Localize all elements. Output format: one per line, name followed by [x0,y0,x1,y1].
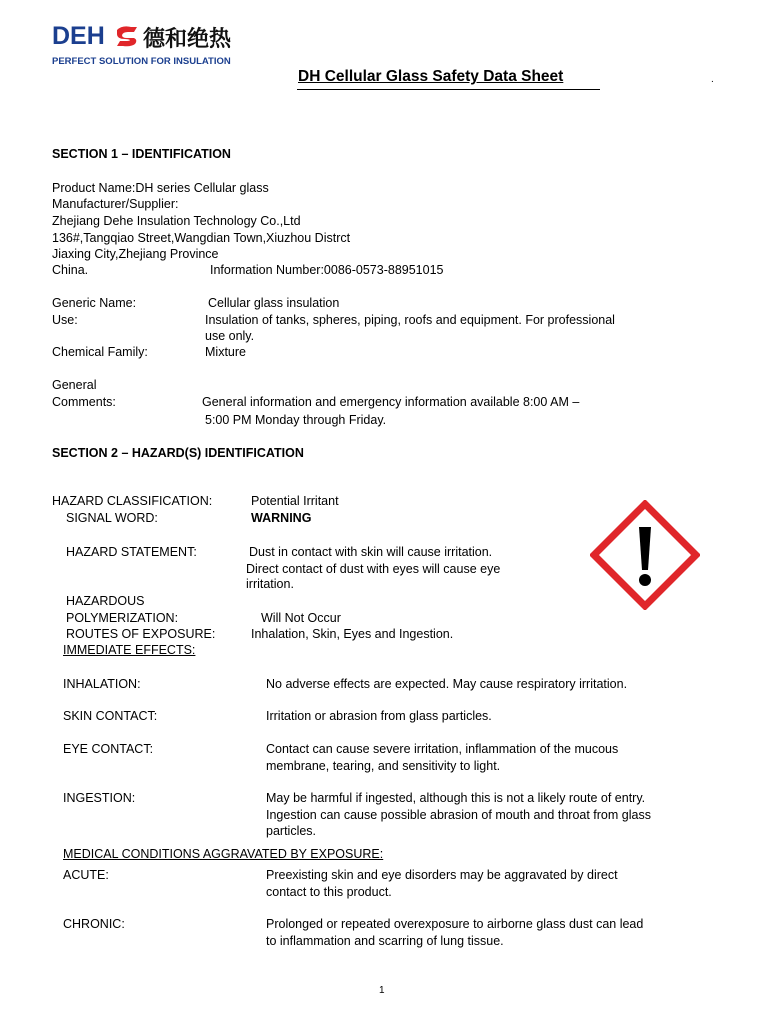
corner-mark: . [711,74,714,85]
chronic-label: CHRONIC: [63,917,125,931]
section2-heading: SECTION 2 – HAZARD(S) IDENTIFICATION [52,446,304,460]
comments-value-line-2: 5:00 PM Monday through Friday. [205,413,387,427]
hazard-classification-value: Potential Irritant [251,494,339,508]
acute-value-line-1: Preexisting skin and eye disorders may be aggravated by direct [266,868,618,882]
logo-chinese: 德和绝热 [143,27,232,52]
eye-contact-label: EYE CONTACT: [63,742,154,756]
polymerization-label: POLYMERIZATION: [66,611,179,625]
signal-word-value: WARNING [251,511,312,525]
ingestion-value-line-3: particles. [266,824,317,838]
hazard-statement-line-1: Dust in contact with skin will cause irritation. [249,545,493,559]
comments-label: Comments: [52,395,116,409]
company-name: Zhejiang Dehe Insulation Technology Co.,Ltd [52,214,301,228]
acute-label: ACUTE: [63,868,109,882]
use-label: Use: [52,313,78,327]
document-title: DH Cellular Glass Safety Data Sheet [298,68,564,85]
chemical-family-label: Chemical Family: [52,345,148,359]
product-name: Product Name:DH series Cellular glass [52,181,269,195]
acute-value-line-2: contact to this product. [266,885,392,899]
inhalation-label: INHALATION: [63,677,141,691]
chemical-family-value: Mixture [205,345,246,359]
polymerization-value: Will Not Occur [261,611,341,625]
eye-contact-value-line-1: Contact can cause severe irritation, inflammation of the mucous [266,742,619,756]
hazardous-label: HAZARDOUS [66,594,145,608]
general-label: General [52,378,97,392]
logo-latin: DEH [52,22,105,50]
manufacturer-label: Manufacturer/Supplier: [52,197,179,211]
hazard-statement-label: HAZARD STATEMENT: [66,545,197,559]
section1-heading: SECTION 1 – IDENTIFICATION [52,147,231,161]
generic-name-value: Cellular glass insulation [208,296,340,310]
routes-of-exposure-value: Inhalation, Skin, Eyes and Ingestion. [251,627,454,641]
logo-mark-icon [114,25,140,47]
address-line-1: 136#,Tangqiao Street,Wangdian Town,Xiuzhou Distrct [52,231,351,245]
skin-contact-value: Irritation or abrasion from glass particles. [266,709,492,723]
comments-value-line-1: General information and emergency information available 8:00 AM – [202,395,580,409]
ingestion-value-line-2: Ingestion can cause possible abrasion of mouth and throat from glass [266,808,651,822]
use-value-line-2: use only. [205,329,255,343]
generic-name-label: Generic Name: [52,296,137,310]
medical-conditions-heading: MEDICAL CONDITIONS AGGRAVATED BY EXPOSURE: [63,847,384,861]
ingestion-label: INGESTION: [63,791,136,805]
country: China. [52,263,89,277]
eye-contact-value-line-2: membrane, tearing, and sensitivity to light. [266,759,501,773]
skin-contact-label: SKIN CONTACT: [63,709,158,723]
inhalation-value: No adverse effects are expected. May cause respiratory irritation. [266,677,628,691]
immediate-effects-heading: IMMEDIATE EFFECTS: [63,643,196,657]
signal-word-label: SIGNAL WORD: [66,511,158,525]
info-number: Information Number:0086-0573-88951015 [210,263,444,277]
ghs-exclamation-pictogram-icon [590,500,700,610]
use-value-line-1: Insulation of tanks, spheres, piping, roofs and equipment. For professional [205,313,615,327]
routes-of-exposure-label: ROUTES OF EXPOSURE: [66,627,216,641]
hazard-classification-label: HAZARD CLASSIFICATION: [52,494,213,508]
address-line-2: Jiaxing City,Zhejiang Province [52,247,219,261]
logo-tagline: PERFECT SOLUTION FOR INSULATION [52,56,231,67]
hazard-statement-line-2: Direct contact of dust with eyes will cause eye [246,562,501,576]
chronic-value-line-2: to inflammation and scarring of lung tissue. [266,934,504,948]
hazard-statement-line-3: irritation. [246,577,294,591]
chronic-value-line-1: Prolonged or repeated overexposure to airborne glass dust can lead [266,917,644,931]
title-double-underline [297,89,600,90]
page-number: 1 [379,985,385,996]
ingestion-value-line-1: May be harmful if ingested, although this is not a likely route of entry. [266,791,646,805]
